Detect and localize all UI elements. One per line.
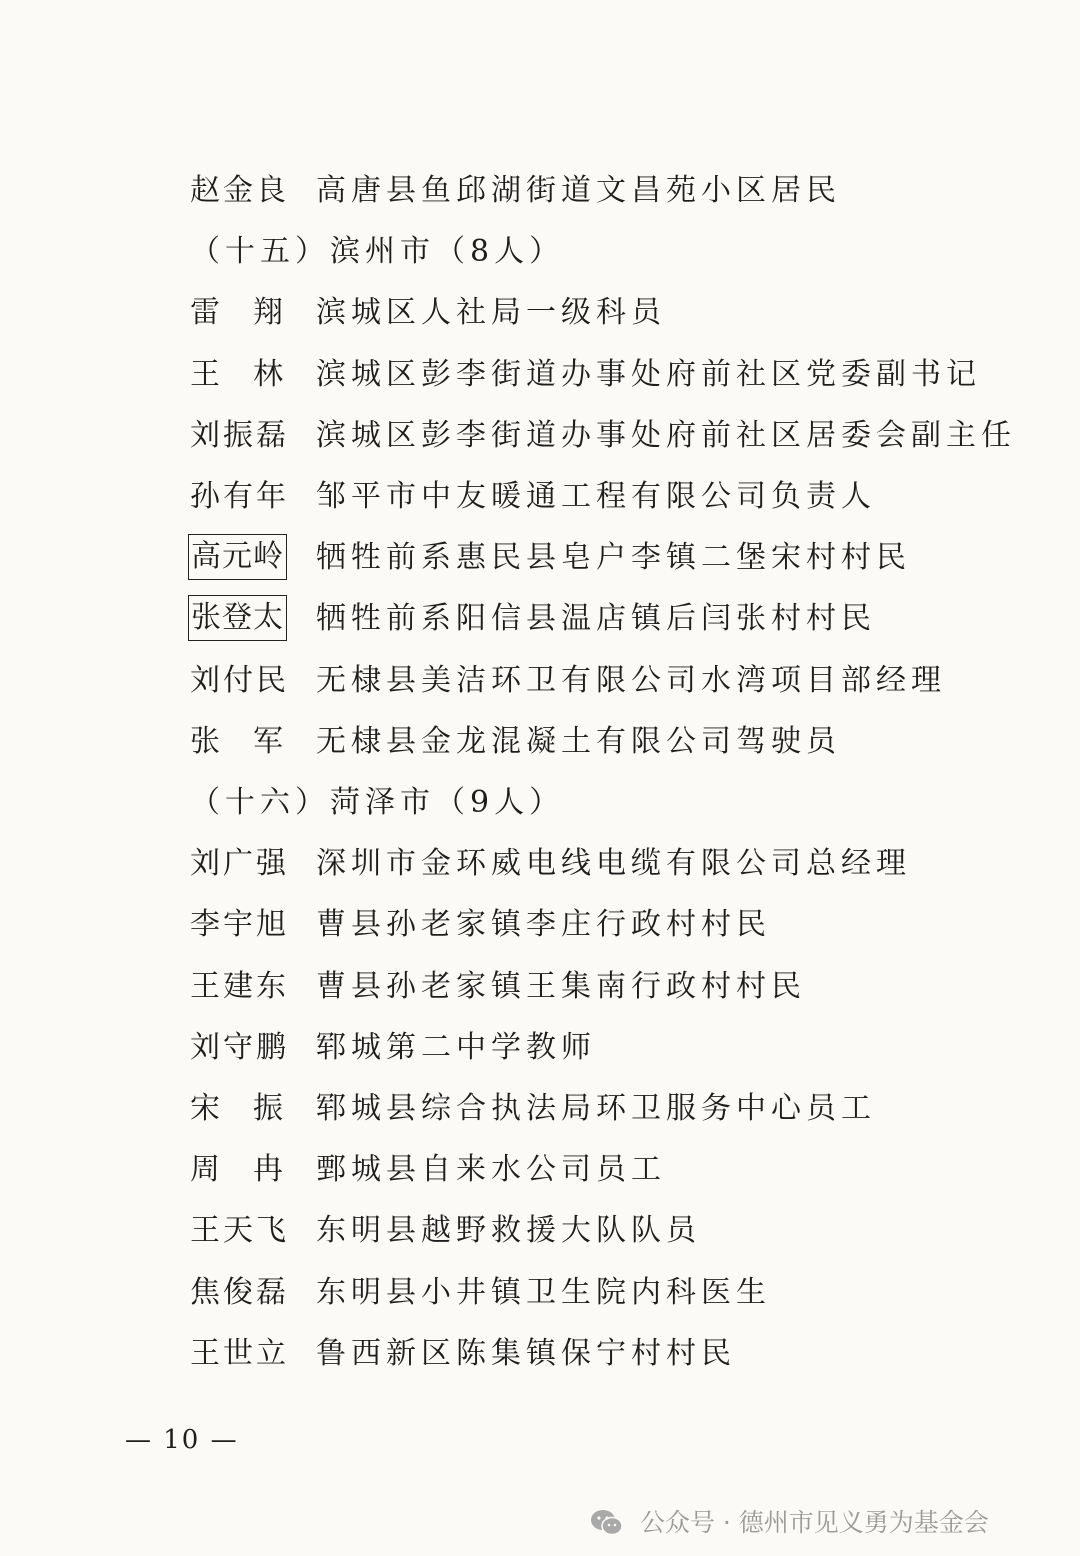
person-description: 滨城区彭李街道办事处府前社区居委会副主任 — [316, 417, 1016, 453]
person-name: 宋振 — [190, 1091, 316, 1126]
person-description: 鄄城县自来水公司员工 — [316, 1152, 666, 1188]
person-name: 刘广强 — [190, 846, 289, 882]
person-name-boxed: 张登太 — [188, 595, 287, 641]
person-name: 雷翔 — [190, 295, 316, 331]
person-name: 赵金良 — [190, 173, 289, 208]
person-name: 刘守鹏 — [190, 1029, 289, 1065]
person-description: 曹县孙老家镇李庄行政村村民 — [316, 907, 771, 943]
person-name: 王天飞 — [190, 1213, 289, 1249]
person-description: 滨城区彭李街道办事处府前社区党委副书记 — [316, 356, 981, 392]
person-description: 无棣县金龙混凝土有限公司驾驶员 — [316, 723, 841, 759]
person-description: 东明县越野救援大队队员 — [316, 1213, 701, 1249]
section-heading-text: （十六）菏泽市（9人） — [190, 785, 565, 820]
person-description: 东明县小井镇卫生院内科医生 — [316, 1274, 771, 1310]
page-number: — 10 — — [125, 1425, 239, 1455]
person-name: 焦俊磊 — [190, 1274, 289, 1310]
person-description: 郓城县综合执法局环卫服务中心员工 — [316, 1091, 876, 1126]
person-name: 王建东 — [190, 968, 289, 1004]
person-description: 高唐县鱼邱湖街道文昌苑小区居民 — [316, 173, 841, 208]
watermark-text: 公众号 · 德州市见义勇为基金会 — [639, 1508, 989, 1537]
person-description: 牺牲前系惠民县皂户李镇二堡宋村村民 — [316, 540, 911, 576]
person-description: 鲁西新区陈集镇保宁村村民 — [316, 1335, 736, 1371]
person-name: 孙有年 — [190, 479, 289, 514]
person-name: 李宇旭 — [190, 907, 289, 943]
person-description: 郓城第二中学教师 — [316, 1029, 596, 1065]
person-name-boxed: 高元岭 — [188, 534, 287, 580]
watermark-footer — [590, 1500, 989, 1544]
section-heading-text: （十五）滨州市（8人） — [190, 234, 565, 270]
person-description: 滨城区人社局一级科员 — [316, 295, 666, 331]
person-description: 牺牲前系阳信县温店镇后闫张村村民 — [316, 601, 876, 637]
person-description: 邹平市中友暖通工程有限公司负责人 — [316, 479, 876, 514]
person-name: 王林 — [190, 356, 316, 392]
person-description: 无棣县美洁环卫有限公司水湾项目部经理 — [316, 662, 946, 698]
person-description: 曹县孙老家镇王集南行政村村民 — [316, 968, 806, 1004]
wechat-icon — [590, 1508, 624, 1538]
person-name: 张军 — [190, 723, 316, 759]
person-name: 刘付民 — [190, 662, 289, 698]
person-name: 王世立 — [190, 1335, 289, 1371]
person-name: 周冉 — [190, 1152, 316, 1188]
person-name: 刘振磊 — [190, 417, 289, 453]
person-description: 深圳市金环威电线电缆有限公司总经理 — [316, 846, 911, 882]
